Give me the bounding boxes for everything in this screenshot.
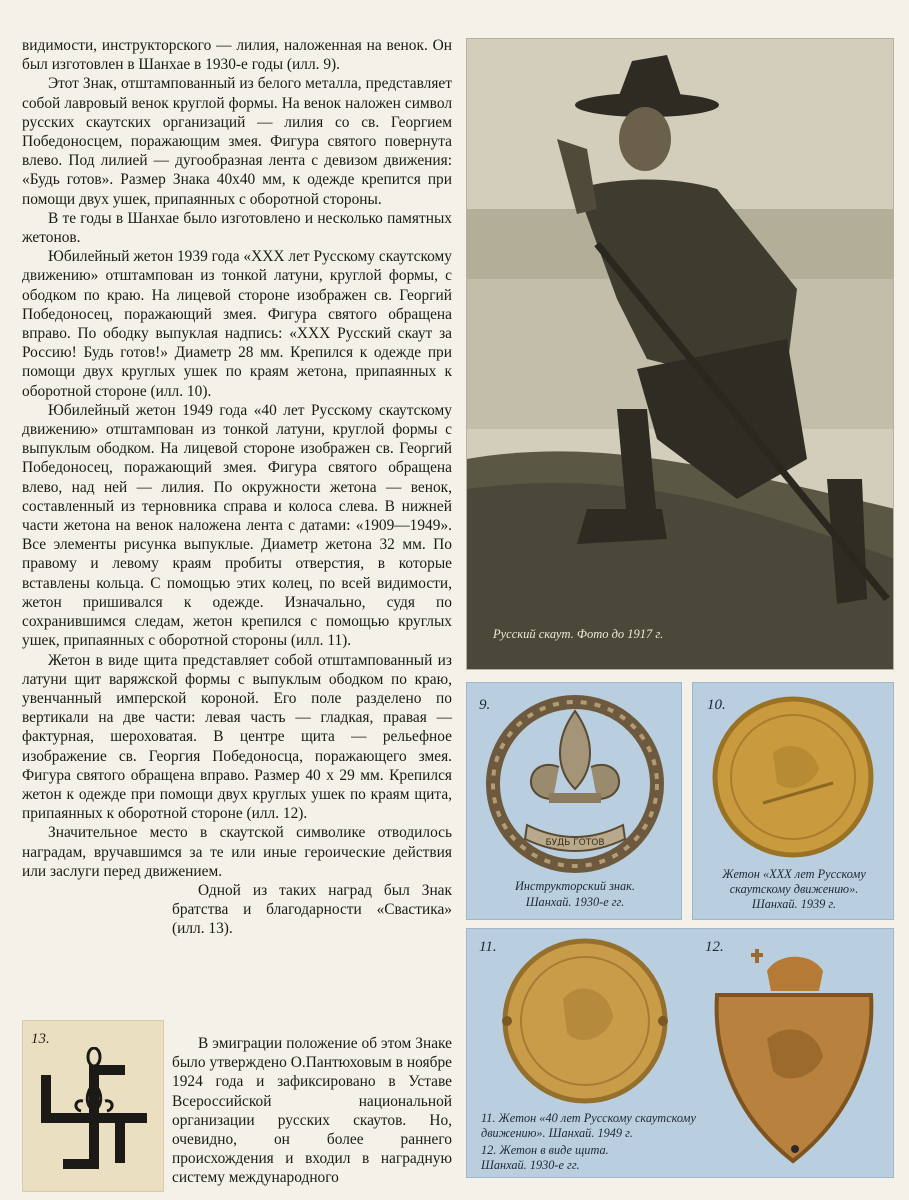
plate-9-caption-1: Инструкторский знак. (515, 879, 635, 893)
plate-10-caption-2: скаутскому движению». (729, 882, 859, 896)
plate-11-12-caption-1: 11. Жетон «40 лет Русскому скаутскому (481, 1111, 696, 1125)
tokens-11-12-icon (467, 929, 895, 1179)
plate-10-caption-1: Жетон «XXX лет Русскому (722, 867, 866, 881)
instructor-badge-icon (467, 689, 683, 879)
scout-photo-image (467, 39, 894, 670)
plate-11-12-caption-2: движению». Шанхай. 1949 г. (481, 1126, 633, 1140)
plate-10-number: 10. (707, 697, 726, 713)
photo-caption: Русский скаут. Фото до 1917 г. (493, 627, 664, 641)
badge-ribbon-text: БУДЬ ГОТОВ (545, 838, 605, 848)
plate-11-12-caption-3: 12. Жетон в виде щита. (481, 1143, 609, 1157)
figure-13-number: 13. (31, 1031, 50, 1047)
paragraph-1: видимости, инструкторского — лилия, наложенная на венок. Он был изготовлен в Шанхае в 1930-е годы (илл. 9). (22, 37, 452, 74)
paragraph-6: Жетон в виде щита представляет собой отштампованный из латуни щит варяжской формы с выпуклым ободком по краю, увенчанный имперской короной. Его поле разделено по вертикали на две части: левая часть — гладкая, правая — фактурная, шероховатая. В центре щита — рельефное изображение св. Георгия Победоносца, поражающего змея. Фигура святого обращена вправо. Размер 40 х 29 мм. Крепился жетон к одежде при помощи двух круглых ушек по краям щита, припаянных к оборотной стороне (илл. 12). (22, 651, 452, 823)
main-text-column (22, 36, 452, 939)
plate-11-12-caption-4: Шанхай. 1930-е гг. (481, 1158, 580, 1172)
paragraph-4: Юбилейный жетон 1939 года «XXX лет Русскому скаутскому движению» отштампован из тонкой латуни, круглой формы, с ободком по краю. На лицевой стороне изображен св. Георгий Победоносец, поражающий змея. Фигура святого обращена вправо. По ободку выпуклая надпись: «XXX Русский скаут за Россию! Будь готов!» Диаметр 28 мм. Крепился к одежде при помощи двух круглых ушек по краям жетона, припаянных к оборотной стороне (илл. 10). (22, 248, 452, 400)
paragraph-3: В те годы в Шанхае было изготовлено и несколько памятных жетонов. (22, 209, 452, 247)
paragraph-9: В эмиграции положение об этом Знаке было утверждено О.Пантюховым в ноябре 1924 года и зафиксировано в Уставе Всероссийской национальной организации русских скаутов. Но, очевидно, он более раннего происхождения и входил в наградную систему международного (172, 1035, 452, 1187)
plate-11-12-tokens (466, 928, 894, 1178)
paragraph-8: Одной из таких наград был Знак братства и благодарности «Свастика» (илл. 13). (172, 881, 452, 938)
plate-10-caption-3: Шанхай. 1939 г. (751, 897, 837, 911)
plate-12-number: 12. (705, 939, 724, 955)
plate-11-number: 11. (479, 939, 497, 955)
text-beside-figure-13 (172, 1034, 452, 1188)
swastika-badge-icon (33, 1047, 155, 1187)
paragraph-7: Значительное место в скаутской символике отводилось наградам, вручавшимся за те или иные героические действия или заслуги перед движением. (22, 824, 452, 880)
scout-photo (466, 38, 894, 670)
paragraph-5: Юбилейный жетон 1949 года «40 лет Русскому скаутскому движению» отштампован из тонкой латуни, круглой формы с выпуклым ободком. На лицевой стороне изображен св. Георгий Победоносец, поражающий змея. Фигура святого обращена влево, над ней — лилия. По окружности жетона — венок, составленный из терновника справа и колоса слева. В нижней части жетона на венок наложена лента с датами: «1909—1949». Все элементы рисунка выпуклые. Диаметр жетона 32 мм. По правому и левому краям пробиты отверстия, в которые вставлены кольца. С помощью этих колец, по всей видимости, жетон пришивался к одежде. Изначально, судя по сохранившимся следам, жетон крепился с помощью круглых ушек, припаянных с оборотной стороны (илл. 11). (22, 401, 452, 650)
plate-10-token-1939 (692, 682, 894, 920)
paragraph-2: Этот Знак, отштампованный из белого металла, представляет собой лавровый венок круглой формы. На венок наложен символ русских скаутских организаций — лилия со св. Георгием Победоносцем, поражающим змея. Фигура святого повернута влево. Под лилией — дугообразная лента с девизом движения: «Будь готов». Размер Знака 40х40 мм, к одежде крепится при помощи двух ушек, припаянных с оборотной стороны. (22, 75, 452, 208)
plate-9-caption-2: Шанхай. 1930-е гг. (525, 895, 625, 909)
plate-9-number: 9. (479, 697, 491, 713)
figure-13-swastika (22, 1020, 164, 1192)
plate-9-instructor-badge (466, 682, 682, 920)
token-1939-icon (693, 683, 895, 873)
